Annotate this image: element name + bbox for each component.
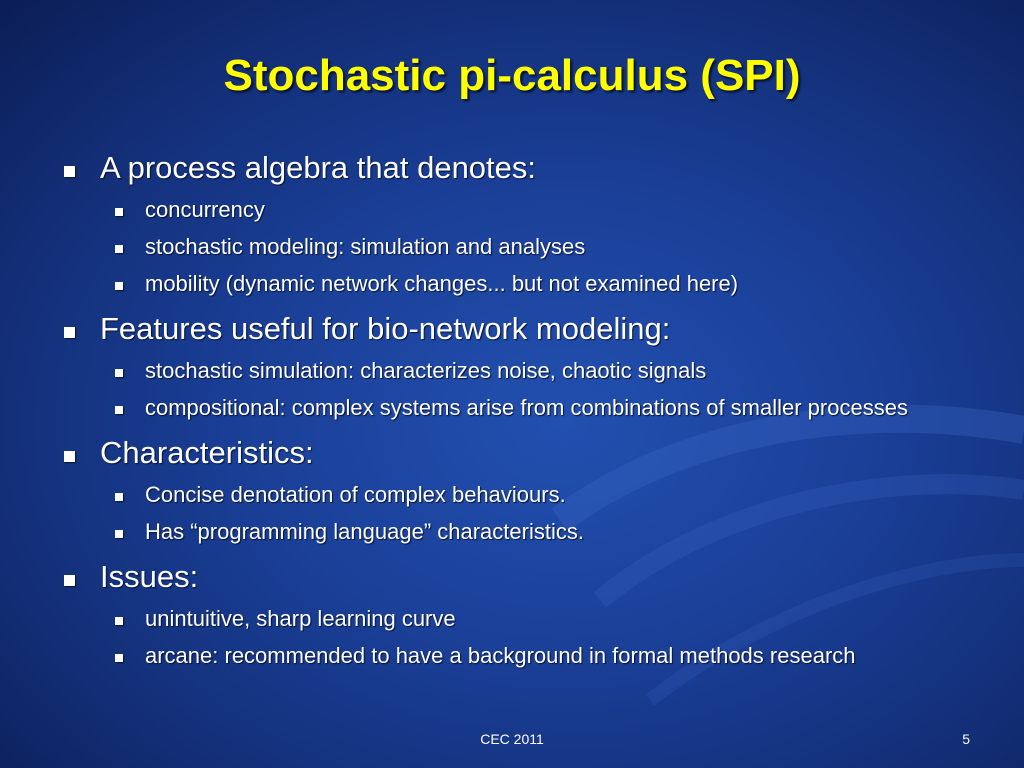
sub-bullet-item [107, 604, 962, 634]
sub-bullet-item [107, 393, 962, 423]
square-bullet-icon [64, 575, 75, 586]
square-bullet-icon [115, 369, 123, 377]
square-bullet-icon [115, 208, 123, 216]
square-bullet-icon [115, 493, 123, 501]
sub-bullet-item [107, 269, 962, 299]
sub-bullet-item [107, 232, 962, 262]
square-bullet-icon [115, 617, 123, 625]
sub-bullet-text: Concise denotation of complex behaviours. [145, 482, 566, 507]
square-bullet-icon [115, 530, 123, 538]
bullet-text: Issues: [100, 559, 199, 594]
sub-bullet-text: stochastic modeling: simulation and analyses [145, 234, 586, 259]
sub-bullet-text: unintuitive, sharp learning curve [145, 606, 456, 631]
bullet-text: A process algebra that denotes: [100, 150, 537, 185]
sub-bullet-text: stochastic simulation: characterizes noise, chaotic signals [145, 358, 707, 383]
footer-conference: CEC 2011 [480, 731, 544, 747]
sub-bullet-text: concurrency [145, 197, 265, 222]
bullet-item-process-algebra [62, 148, 962, 188]
sub-bullet-text: mobility (dynamic network changes... but not examined here) [145, 271, 739, 296]
bullet-text: Characteristics: [100, 435, 314, 470]
square-bullet-icon [115, 406, 123, 414]
square-bullet-icon [115, 282, 123, 290]
square-bullet-icon [115, 245, 123, 253]
sub-bullet-text: Has “programming language” characteristics. [145, 519, 584, 544]
sub-bullet-text: arcane: recommended to have a background in formal methods research [145, 643, 856, 668]
sub-bullet-text: compositional: complex systems arise from combinations of smaller processes [145, 395, 908, 420]
sub-bullet-item [107, 517, 962, 547]
sub-bullet-item [107, 641, 962, 671]
sub-bullet-item [107, 356, 962, 386]
square-bullet-icon [115, 654, 123, 662]
bullet-item-features [62, 309, 962, 349]
slide-content [62, 148, 962, 671]
sub-bullet-item [107, 195, 962, 225]
slide-number: 5 [962, 731, 970, 747]
bullet-item-characteristics [62, 433, 962, 473]
square-bullet-icon [64, 451, 75, 462]
bullet-item-issues [62, 557, 962, 597]
square-bullet-icon [64, 327, 75, 338]
slide-title: Stochastic pi-calculus (SPI) [223, 51, 801, 100]
sub-bullet-item [107, 480, 962, 510]
bullet-text: Features useful for bio-network modeling: [100, 311, 671, 346]
square-bullet-icon [64, 166, 75, 177]
